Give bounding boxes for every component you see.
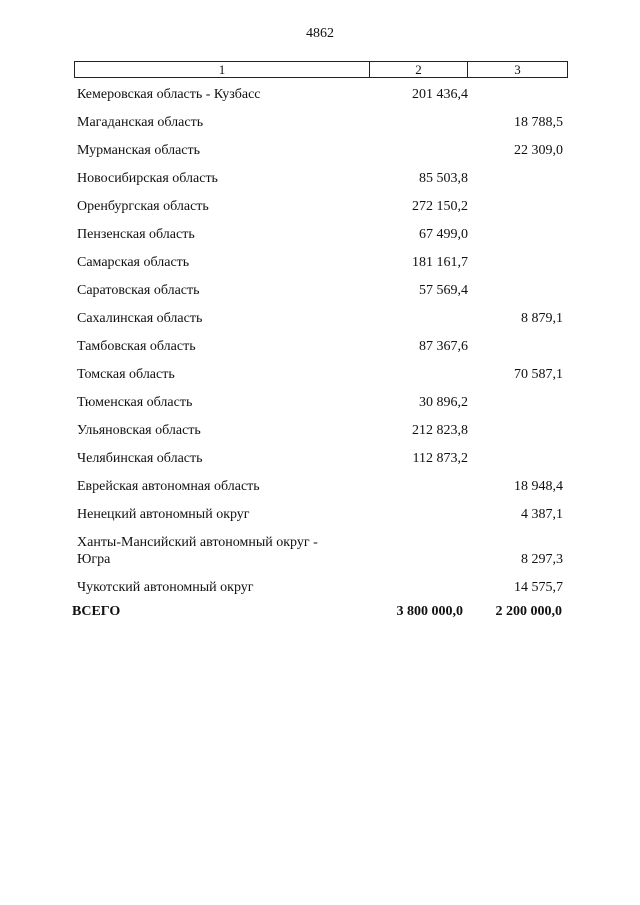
table-header: [74, 61, 568, 78]
header-col-3: 3: [514, 62, 521, 77]
table-row: [0, 198, 640, 218]
value-col-2: 87 367,6: [419, 339, 468, 354]
value-col-2: 67 499,0: [419, 227, 468, 242]
value-col-3: 14 575,7: [514, 580, 563, 595]
value-col-2: 30 896,2: [419, 395, 468, 410]
value-col-2: 201 436,4: [412, 87, 468, 102]
region-name: Тюменская область: [77, 395, 193, 410]
table-row: [0, 579, 640, 599]
region-name: Тамбовская область: [77, 339, 196, 354]
value-col-3: 4 387,1: [521, 507, 563, 522]
region-name: Сахалинская область: [77, 311, 203, 326]
table-row: [0, 282, 640, 302]
table-row: [0, 450, 640, 470]
value-col-3: 18 788,5: [514, 115, 563, 130]
table-row: [0, 338, 640, 358]
region-name: Томская область: [77, 367, 175, 382]
table-row: [0, 534, 640, 574]
value-col-3: 8 879,1: [521, 311, 563, 326]
table-row: [0, 506, 640, 526]
header-col-1: 1: [75, 62, 370, 77]
value-col-2: 181 161,7: [412, 255, 468, 270]
value-col-3: 70 587,1: [514, 367, 563, 382]
table-row: [0, 478, 640, 498]
total-row: [0, 603, 640, 623]
region-name: Ненецкий автономный округ: [77, 507, 250, 522]
region-name: Саратовская область: [77, 283, 200, 298]
table-row: [0, 310, 640, 330]
table-row: [0, 394, 640, 414]
table-row: [0, 86, 640, 106]
page-number: 4862: [306, 26, 334, 41]
region-name: Еврейская автономная область: [77, 479, 260, 494]
region-name: Мурманская область: [77, 143, 201, 158]
region-name: Чукотский автономный округ: [77, 580, 254, 595]
region-name: Ульяновская область: [77, 423, 201, 438]
value-col-2: 112 873,2: [412, 451, 468, 466]
table-row: [0, 226, 640, 246]
table-row: [0, 254, 640, 274]
total-col-3: 2 200 000,0: [495, 604, 562, 619]
region-name: Ханты-Мансийский автономный округ - Югра: [77, 535, 318, 567]
header-col-2: 2: [370, 62, 468, 77]
region-name: Самарская область: [77, 255, 190, 270]
table-row: [0, 114, 640, 134]
value-col-3: 22 309,0: [514, 143, 563, 158]
total-col-2: 3 800 000,0: [396, 604, 463, 619]
region-name: Кемеровская область - Кузбасс: [77, 87, 261, 102]
value-col-2: 85 503,8: [419, 171, 468, 186]
region-name: Новосибирская область: [77, 171, 218, 186]
region-name: Оренбургская область: [77, 199, 209, 214]
value-col-3: 18 948,4: [514, 479, 563, 494]
value-col-2: 272 150,2: [412, 199, 468, 214]
region-name: Челябинская область: [77, 451, 203, 466]
region-name: Магаданская область: [77, 115, 204, 130]
table-row: [0, 170, 640, 190]
table-row: [0, 366, 640, 386]
value-col-2: 212 823,8: [412, 423, 468, 438]
table-row: [0, 422, 640, 442]
total-label: ВСЕГО: [72, 604, 121, 619]
table-row: [0, 142, 640, 162]
value-col-2: 57 569,4: [419, 283, 468, 298]
value-col-3: 8 297,3: [521, 552, 563, 567]
region-name: Пензенская область: [77, 227, 195, 242]
